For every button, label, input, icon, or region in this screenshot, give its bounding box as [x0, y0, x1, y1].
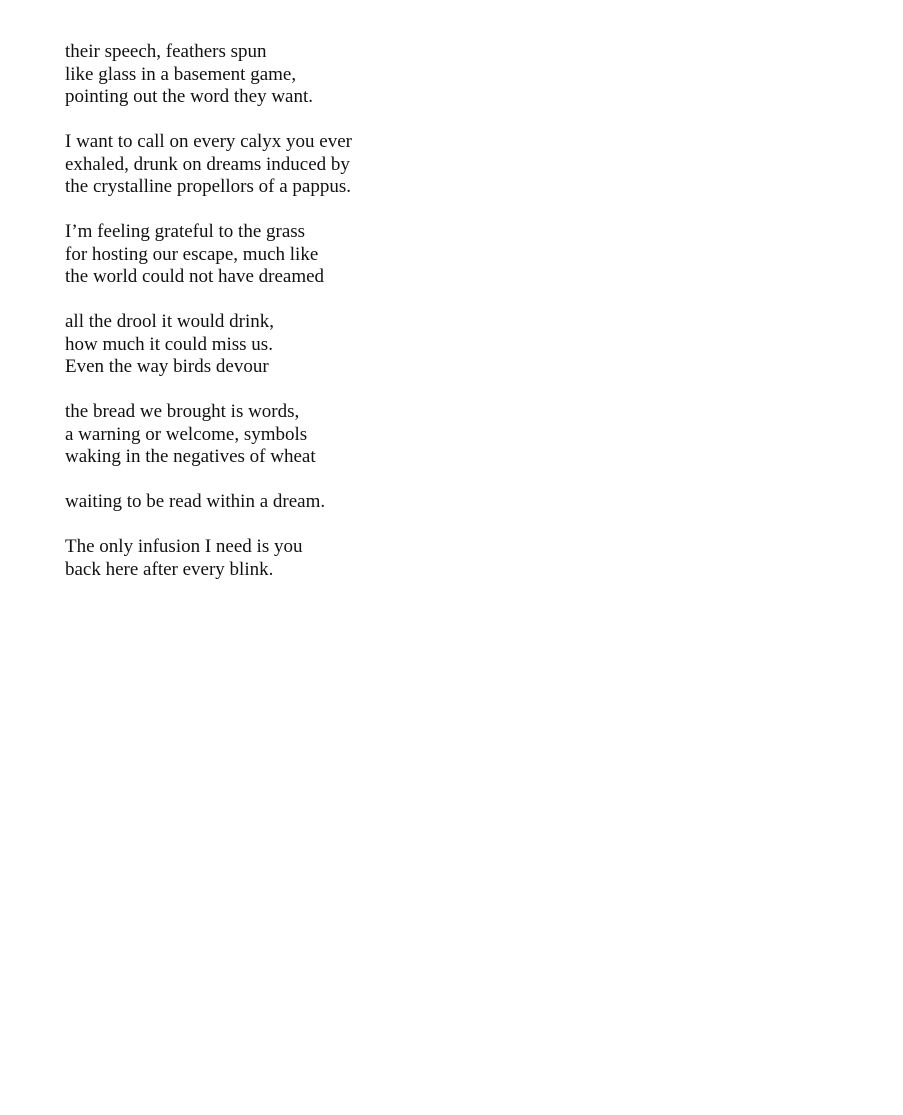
poem-line: Even the way birds devour	[65, 356, 269, 377]
stanza-7	[65, 536, 865, 581]
poem-line: their speech, feathers spun	[65, 41, 267, 62]
stanza-3	[65, 221, 865, 289]
stanza-5	[65, 401, 865, 469]
stanza-2	[65, 131, 865, 199]
stanza-1	[65, 41, 865, 109]
poem-line: the world could not have dreamed	[65, 266, 325, 287]
poem-line: back here after every blink.	[65, 558, 274, 580]
poem-line: a warning or welcome, symbols	[65, 423, 308, 445]
poem-line: how much it could miss us.	[65, 333, 273, 355]
poem-line: the crystalline propellors of a pappus.	[65, 176, 351, 197]
poem-line: exhaled, drunk on dreams induced by	[65, 153, 350, 175]
poem-line: all the drool it would drink,	[65, 311, 274, 332]
poem-line: I want to call on every calyx you ever	[65, 131, 352, 152]
poem-line: the bread we brought is words,	[65, 401, 300, 422]
poem-line: waking in the negatives of wheat	[65, 446, 316, 467]
poem-page	[65, 41, 865, 604]
poem-line: The only infusion I need is you	[65, 536, 303, 557]
poem-line: I’m feeling grateful to the grass	[65, 221, 306, 242]
stanza-4	[65, 311, 865, 379]
stanza-6	[65, 491, 865, 514]
poem-line: like glass in a basement game,	[65, 63, 297, 85]
poem-line: for hosting our escape, much like	[65, 243, 319, 265]
poem-line: pointing out the word they want.	[65, 86, 314, 107]
poem-line: waiting to be read within a dream.	[65, 491, 326, 512]
